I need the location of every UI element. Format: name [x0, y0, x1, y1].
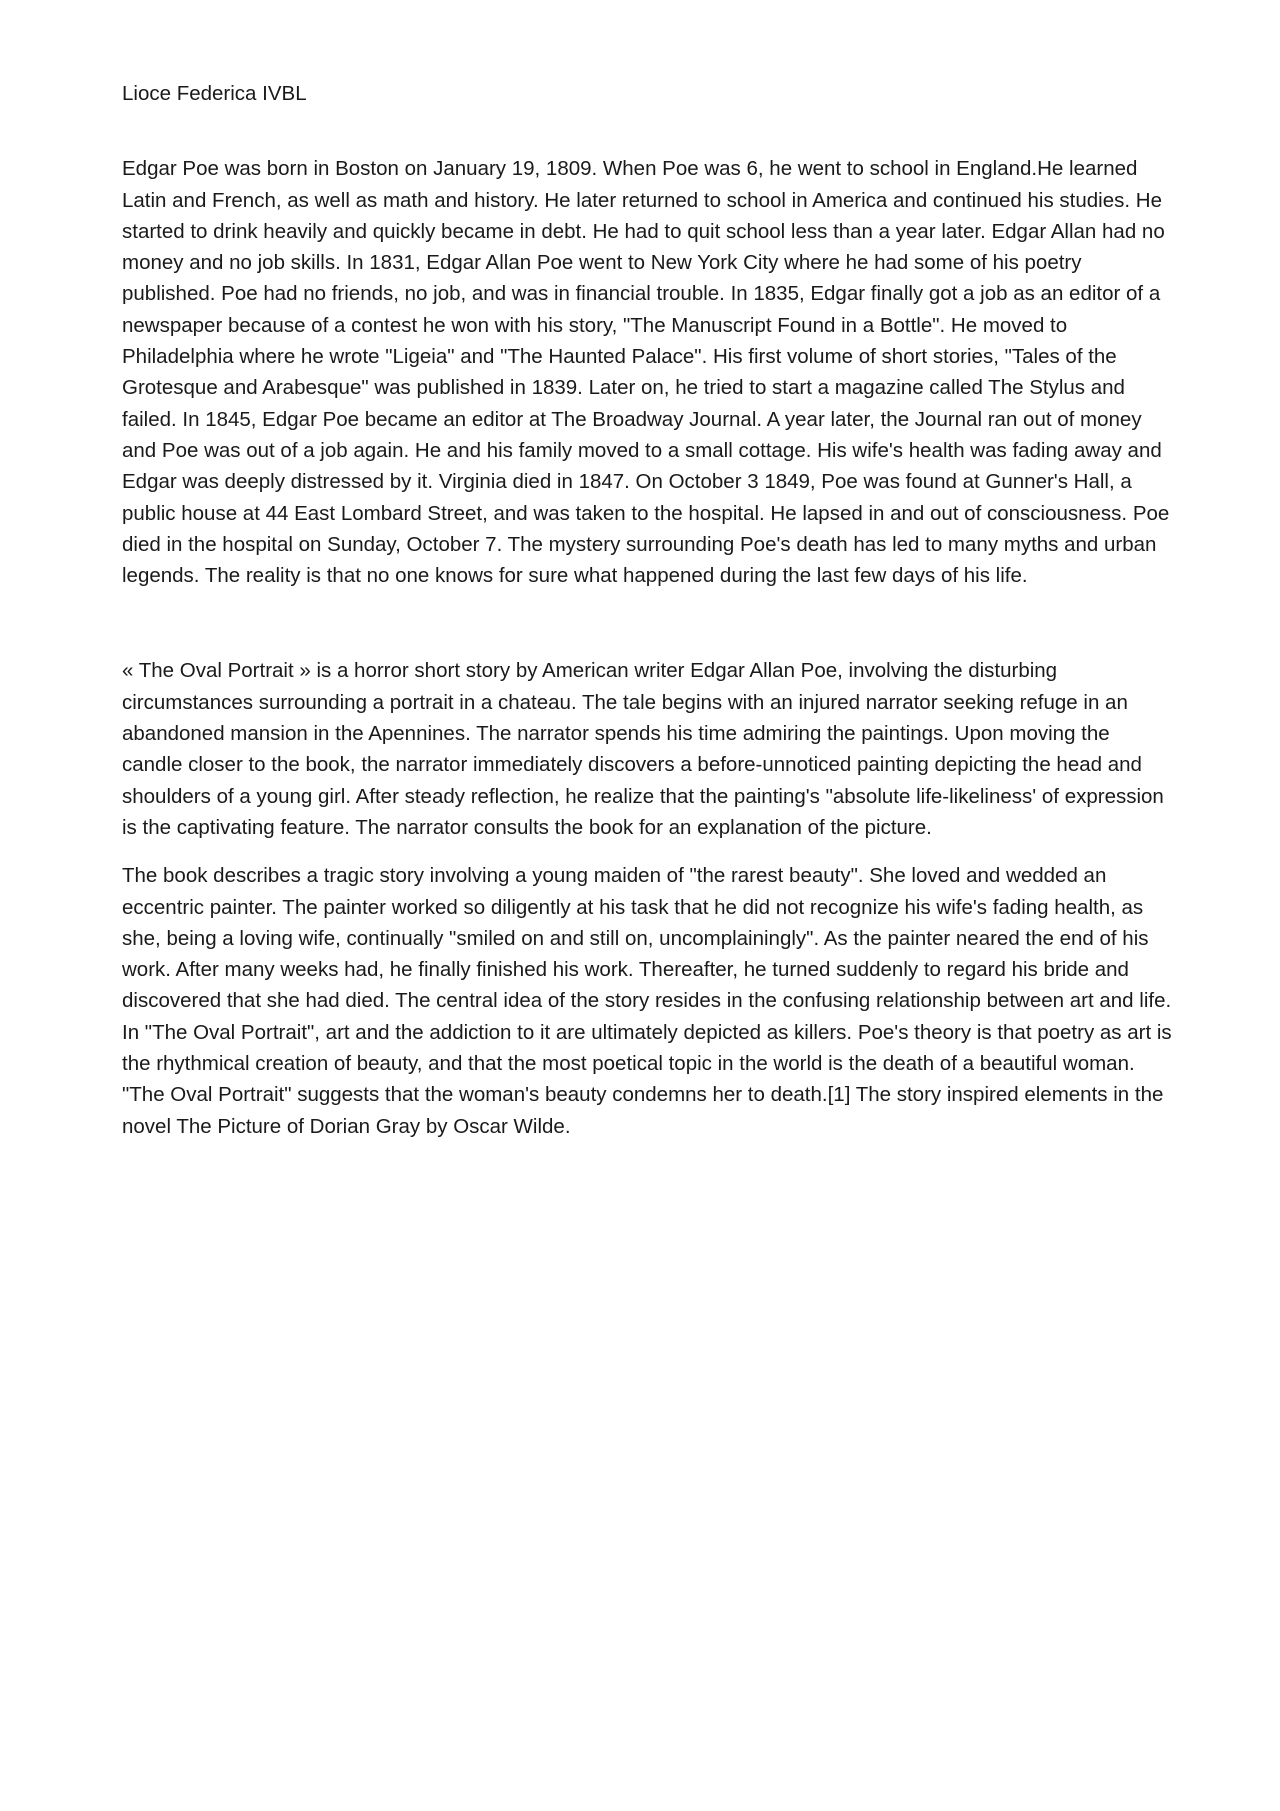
paragraph-oval-portrait-summary: « The Oval Portrait » is a horror short story by American writer Edgar Allan Poe, involving the disturbing circumstances surrounding a portrait in a chateau. The tale begins with an injured narrator seeking refuge in an abandoned mansion in the Apennines. The narrator spends his time admiring the paintings. Upon moving the candle closer to the book, the narrator immediately discovers a before-unnoticed painting depicting the head and shoulders of a young girl. After steady reflection, he realize that the painting's "absolute life-likeliness' of expression is the captivating feature. The narrator consults the book for an explanation of the picture. [122, 659, 1164, 839]
paragraph-oval-portrait-analysis: The book describes a tragic story involving a young maiden of "the rarest beauty". She loved and wedded an eccentric painter. The painter worked so diligently at his task that he did not recognize his wife's fading health, as she, being a loving wife, continually "smiled on and still on, uncomplainingly". As the painter neared the end of his work. After many weeks had, he finally finished his work. Thereafter, he turned suddenly to regard his bride and discovered that she had died. The central idea of the story resides in the confusing relationship between art and life. In "The Oval Portrait", art and the addiction to it are ultimately depicted as killers. Poe's theory is that poetry as art is the rhythmical creation of beauty, and that the most poetical topic in the world is the death of a beautiful woman. "The Oval Portrait" suggests that the woman's beauty condemns her to death.[1] The story inspired elements in the novel The Picture of Dorian Gray by Oscar Wilde. [122, 864, 1172, 1138]
paragraph-biography: Edgar Poe was born in Boston on January 19, 1809. When Poe was 6, he went to school in England.He learned Latin and French, as well as math and history. He later returned to school in America and continued his studies. He started to drink heavily and quickly became in debt. He had to quit school less than a year later. Edgar Allan had no money and no job skills. In 1831, Edgar Allan Poe went to New York City where he had some of his poetry published. Poe had no friends, no job, and was in financial trouble. In 1835, Edgar finally got a job as an editor of a newspaper because of a contest he won with his story, "The Manuscript Found in a Bottle". He moved to Philadelphia where he wrote "Ligeia" and "The Haunted Palace". His first volume of short stories, "Tales of the Grotesque and Arabesque" was published in 1839. Later on, he tried to start a magazine called The Stylus and failed. In 1845, Edgar Poe became an editor at The Broadway Journal. A year later, the Journal ran out of money and Poe was out of a job again. He and his family moved to a small cottage. His wife's health was fading away and Edgar was deeply distressed by it. Virginia died in 1847. On October 3 1849, Poe was found at Gunner's Hall, a public house at 44 East Lombard Street, and was taken to the hospital. He lapsed in and out of consciousness. Poe died in the hospital on Sunday, October 7. The mystery surrounding Poe's death has led to many myths and urban legends. The reality is that no one knows for sure what happened during the last few days of his life. [122, 157, 1170, 588]
author-line: Lioce Federica IVBL [122, 82, 307, 105]
document-body [122, 78, 1172, 1142]
